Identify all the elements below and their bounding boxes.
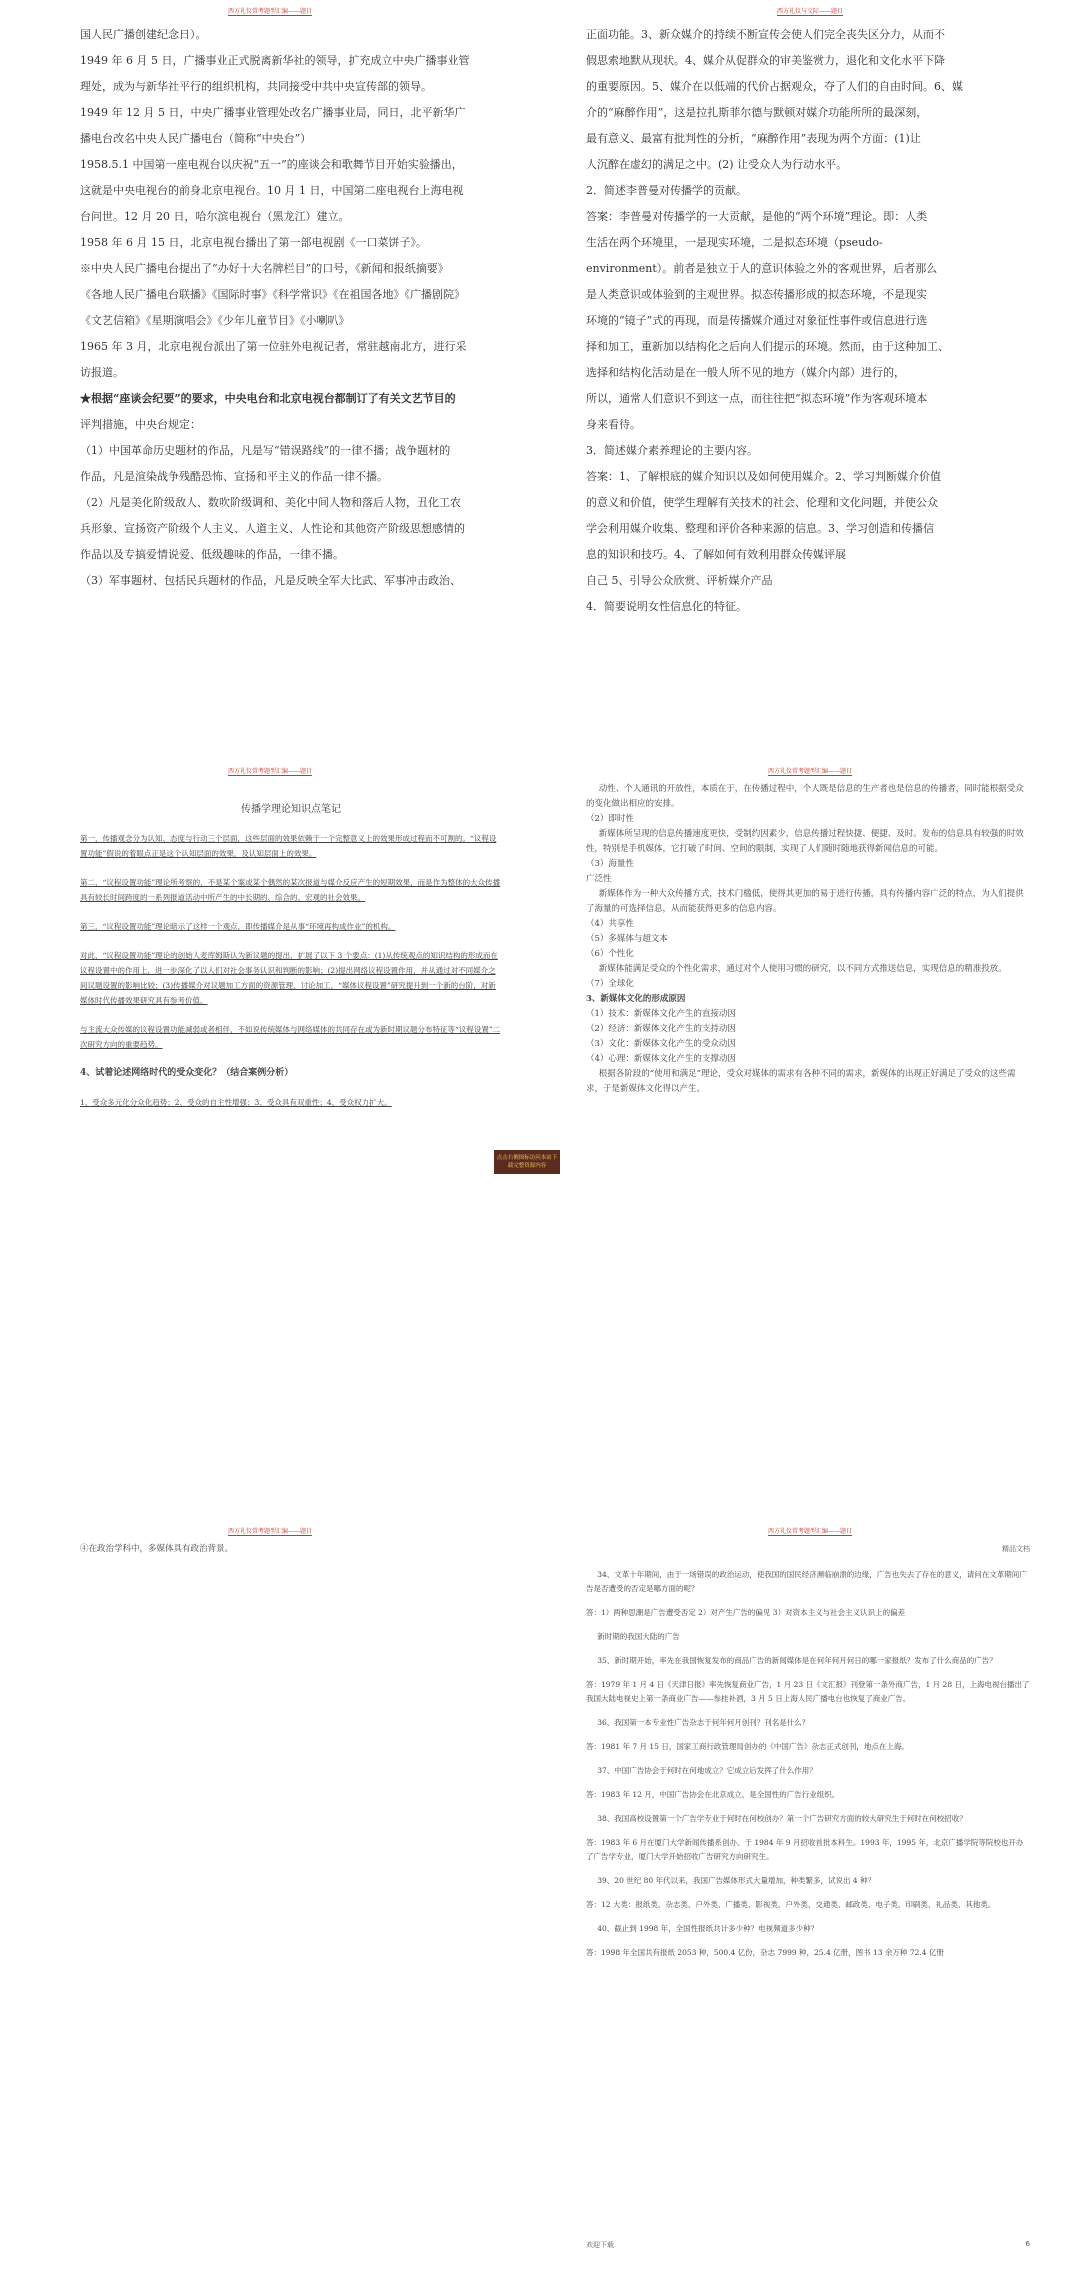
text-line: 新媒体所呈现的信息传播速度更快，受制约因素少，信息传播过程快捷、便捷、及时。发布的信息具有较强的时效性，特别是手机媒体，它打破了时间、空间的限制，实现了人们随时随地获得新闻信息的可能。 (586, 829, 1024, 854)
text-line: （2）凡是美化阶级敌人、数吹阶级调和、美化中间人物和落后人物，丑化工农 (80, 496, 461, 509)
text-line: ④在政治学科中，多媒体具有政治背景。 (80, 1544, 234, 1554)
text-line: ★根据“座谈会纪要”的要求，中央电台和北京电视台都制订了有关文艺节目的 (80, 392, 456, 405)
page-header (550, 760, 1070, 782)
text-line: 37、中国广告协会于何时在何地成立？它成立后发挥了什么作用？ (597, 1766, 817, 1775)
text-line: 息的知识和技巧。4、了解如何有效利用群众传媒评展 (586, 548, 846, 561)
page-5-content (10, 1542, 530, 1557)
text-line: 1958 年 6 月 15 日，北京电视台播出了第一部电视剧《一口菜饼子》。 (80, 236, 427, 249)
page-footer (550, 2240, 1070, 2250)
text-line: 答案：1、了解根底的媒介知识以及如何使用媒介。2、学习判断媒介价值 (586, 470, 941, 483)
text-line: （4）心理：新媒体文化产生的支撑动因 (586, 1054, 736, 1064)
page-header (550, 1520, 1070, 1542)
text-line: 新时期的我国大陆的广告 (597, 1632, 680, 1641)
text-line: 答：1）两种思潮是广告遭受否定 2）对产生广告的偏见 3）对资本主义与社会主义认识上的偏差 (586, 1608, 906, 1617)
text-line: （2）即时性 (586, 814, 634, 824)
text-line: 第一，传播观念分为认知、态度与行动三个层面，这些层面的效果依赖于一个完整意义上的效果形成过程而不可割的。“议程设置功能”假说的着眼点正是这个认知层面的效果，及认知层面上的效果。 (80, 834, 497, 858)
text-line: 对此，“议程设置功能”理论的创始人麦库姆斯认为新议题的提出，扩展了以下 3 个要点：(1)从传统观点的知识结构的形成而在议程设置中的作用上，进一步深化了以人们对社会事务认识和判断的影响；(2)提出网络议程设置作用，并从通过对不同媒介之间议题设置的影响比较；(3)传播媒介对议题加工方面的资源管理、讨论加工，“媒体议程设置”研究提升到一个新的台阶，对新媒体时代传播效果研究具有参考价值。 (80, 951, 498, 1005)
text-line: 答：1979 年 1 月 4 日《天津日报》率先恢复商业广告，1 月 23 日《文汇报》刊登第一条外商广告，1 月 28 日，上海电视台播出了我国大陆电视史上第一条商业广告——参桂补酒，3 月 5 日上海人民广播电台也恢复了商业广告。 (586, 1680, 1030, 1703)
text-line: 1965 年 3 月，北京电视台派出了第一位驻外电视记者，常驻越南北方，进行采 (80, 340, 467, 353)
text-line: 择和加工，重新加以结构化之后向人们提示的环境。然而，由于这种加工、 (586, 340, 949, 353)
text-line: （6）个性化 (586, 949, 634, 959)
text-line: 1949 年 6 月 5 日，广播事业正式脱离新华社的领导，扩充成立中央广播事业管 (80, 54, 470, 67)
text-line: 新媒体作为一种大众传播方式，技术门槛低，使得其更加的易于进行传播，具有传播内容广泛的特点，为人们提供了海量的可选择信息，从而能获得更多的信息内容。 (586, 889, 1024, 914)
text-line: 生活在两个环境里，一是现实环境，二是拟态环境（pseudo- (586, 236, 883, 249)
text-line: 学会利用媒介收集、整理和评价各种来源的信息。3、学习创造和传播信 (586, 522, 934, 535)
text-line: 第三，“议程设置功能”理论暗示了这样一个观点，即传播媒介是从事“环境再构成作业”的机构。 (80, 922, 396, 931)
text-line: 答：12 大类：报纸类、杂志类、户外类、广播类、影视类、户外类、交通类、邮政类、电子类、印刷类、礼品类、其他类。 (586, 1900, 996, 1909)
page-1-content (10, 22, 530, 594)
text-line: （3）海量性 (586, 859, 634, 869)
text-line: 第二，“议程设置功能”理论所考察的，不是某个案或某个偶然的某次报道与媒介反应产生的短期效果，而是作为整体的大众传播具有较长时间跨度的一系列报道活动中所产生的中长期的、综合的、宏观的社会效果。 (80, 878, 501, 902)
page-header (10, 0, 530, 22)
text-line: 播电台改名中央人民广播电台（简称“中央台”） (80, 132, 312, 145)
text-line: 1、受众多元化分众化趋势；2、受众的自主性增强；3、受众具有双重性；4、受众权力扩大。 (80, 1098, 392, 1107)
text-line: （1）技术：新媒体文化产生的直接动因 (586, 1009, 736, 1019)
download-badge[interactable]: 点击右侧图标访问本站下载完整资源内容 (494, 1150, 560, 1174)
text-line: 35、新时期开始，率先在我国恢复发布的商品广告的新闻媒体是在何年何月何日的哪一家报纸？发布了什么商品的广告？ (597, 1656, 997, 1665)
text-line: 的意义和价值，使学生理解有关技术的社会、伦理和文化问题，并使公众 (586, 496, 938, 509)
page-5 (10, 1520, 530, 2260)
text-line: 40、截止到 1998 年，全国性报纸共计多少种？电视频道多少种？ (597, 1924, 819, 1933)
text-line: 与主流大众传媒的议程设置功能减弱或者相伴，不如说传统媒体与网络媒体的共同存在或为新时期议题分布特征等“议程设置”二次研究方向的重要趋势。 (80, 1025, 501, 1049)
text-line: 假思索地默从现状。4、媒介从促群众的审美鉴赏力，退化和文化水平下降 (586, 54, 945, 67)
text-line: 4．简要说明女性信息化的特征。 (586, 600, 747, 613)
header-text: 西方礼仪常考题型汇编——题目 (767, 768, 852, 775)
text-line: （7）全球化 (586, 979, 634, 989)
header-text: 西方礼仪常考题型汇编——题目 (767, 1528, 852, 1535)
page-4-content (550, 782, 1070, 1097)
header-text: 西方礼仪常考题型汇编——题目 (227, 768, 312, 775)
page-2-content (550, 22, 1070, 620)
page-header (10, 1520, 530, 1542)
text-line: 介的“麻醉作用”，这是拉扎斯菲尔德与默顿对媒介功能所所的最深刻， (586, 106, 928, 119)
text-line: 最有意义、最富有批判性的分析，“麻醉作用”表现为两个方面：(1)让 (586, 132, 921, 145)
page-1 (10, 0, 530, 740)
text-line: 身来看待。 (586, 418, 641, 431)
page-header (10, 760, 530, 782)
text-line: （3）文化：新媒体文化产生的受众动因 (586, 1039, 736, 1049)
doc-label: 精品文档 (1002, 1545, 1030, 1553)
text-line: 环境的“镜子”式的再现，而是传播媒介通过对象征性事件或信息进行选 (586, 314, 928, 327)
text-line: 评判措施，中央台规定： (80, 418, 201, 431)
page-3 (10, 760, 530, 1500)
text-line: 1949 年 12 月 5 日，中央广播事业管理处改名广播事业局，同日，北平新华广 (80, 106, 466, 119)
text-line: （4）共享性 (586, 919, 634, 929)
text-line: 访报道。 (80, 366, 124, 379)
page-4 (550, 760, 1070, 1500)
text-line: 《各地人民广播电台联播》《国际时事》《科学常识》《在祖国各地》《广播剧院》 (80, 288, 465, 301)
page-2 (550, 0, 1070, 740)
text-line: 国人民广播创建纪念日）。 (80, 28, 207, 41)
text-line: 新媒体能满足受众的个性化需求，通过对个人使用习惯的研究，以不同方式推送信息，实现信息的精准投放。 (598, 964, 1007, 974)
text-line: 正面功能。3、新众媒介的持续不断宣传会使人们完全丧失区分力，从而不 (586, 28, 945, 41)
text-line: ※中央人民广播电台提出了“办好十大名牌栏目”的口号，《新闻和报纸摘要》 (80, 262, 449, 275)
text-line: 理处，成为与新华社平行的组织机构，共同接受中共中央宣传部的领导。 (80, 80, 432, 93)
text-line: 3、新媒体文化的形成原因 (586, 994, 686, 1004)
text-line: 动性、个人通讯的开放性，本质在于，在传播过程中，个人既是信息的生产者也是信息的传播者，同时能根据受众的变化做出相应的安排。 (586, 784, 1024, 809)
header-text: 西方礼仪常考题型汇编——题目 (227, 1528, 312, 1535)
text-line: 38、我国高校设置第一个广告学专业于何时在何校创办？第一个广告研究方面的较大研究生于何时在何校招收？ (597, 1814, 967, 1823)
text-line: 答：1983 年 6 月在厦门大学新闻传播系创办。于 1984 年 9 月招收首批本科生。1993 年，1995 年，北京广播学院等院校也开办了广告学专业，厦门大学开始招收广告研究方向研究生。 (586, 1838, 1024, 1861)
page-header (550, 0, 1070, 22)
text-line: 人沉醉在虚幻的满足之中。(2) 让受众人为行动水平。 (586, 158, 848, 171)
text-line: 的重要原因。5、媒介在以低端的代价占据观众，夺了人们的自由时间。6、媒 (586, 80, 963, 93)
text-line: 台问世。12 月 20 日，哈尔滨电视台（黑龙江）建立。 (80, 210, 350, 223)
text-line: 自己 5、引导公众欣赏、评析媒介产品 (586, 574, 773, 587)
footer-left: 欢迎下载 (586, 2241, 614, 2249)
text-line: environment）。前者是独立于人的意识体验之外的客观世界，后者那么 (586, 262, 938, 275)
text-line: 答案：李普曼对传播学的一大贡献，是他的“两个环境”理论。即：人类 (586, 210, 928, 223)
text-line: 答：1983 年 12 月，中国广告协会在北京成立，是全国性的广告行业组织。 (586, 1790, 840, 1799)
text-line: （1）中国革命历史题材的作品，凡是写“错误路线”的一律不播；战争题材的 (80, 444, 451, 457)
text-line: 广泛性 (586, 874, 612, 884)
text-line: 所以，通常人们意识不到这一点，而往往把“拟态环境”作为客观环境本 (586, 392, 928, 405)
text-line: 答：1981 年 7 月 15 日，国家工商行政管理局创办的《中国广告》杂志正式创刊，地点在上海。 (586, 1742, 909, 1751)
text-line: 1958.5.1 中国第一座电视台以庆祝“五一”的座谈会和歌舞节目开始实验播出， (80, 158, 463, 171)
text-line: 39、20 世纪 80 年代以来，我国广告媒体形式大量增加，种类繁多，试说出 4 种？ (597, 1876, 876, 1885)
header-text: 西方礼仪与交际——题目 (776, 8, 843, 15)
text-line: 作品，凡是渲染战争残酷恐怖、宣扬和平主义的作品一律不播。 (80, 470, 388, 483)
text-line: 是人类意识或体验到的主观世界。拟态传播形成的拟态环境，不是现实 (586, 288, 927, 301)
text-line: 根据各阶段的“使用和满足”理论，受众对媒体的需求有各种不同的需求，新媒体的出现正好满足了受众的这些需求，于是新媒体文化得以产生。 (586, 1069, 1016, 1094)
text-line: 答：1998 年全国共有报纸 2053 种，500.4 亿份，杂志 7999 种，25.4 亿册，图书 13 余万种 72.4 亿册 (586, 1948, 944, 1957)
page-3-content (10, 800, 530, 1110)
text-line: 《文艺信箱》《星期演唱会》《少年儿童节目》《小喇叭》 (80, 314, 350, 327)
text-line: 4、试着论述网络时代的受众变化？（结合案例分析） (80, 1068, 294, 1078)
text-line: （5）多媒体与超文本 (586, 934, 668, 944)
text-line: 2．简述李普曼对传播学的贡献。 (586, 184, 747, 197)
text-line: 36、我国第一本专业性广告杂志于何年何月创刊？刊名是什么？ (597, 1718, 810, 1727)
page-3-paragraphs (80, 831, 502, 1110)
text-line: 3．简述媒介素养理论的主要内容。 (586, 444, 758, 457)
text-line: 选择和结构化活动是在一般人所不见的地方（媒介内部）进行的， (586, 366, 905, 379)
text-line: （3）军事题材、包括民兵题材的作品，凡是反映全军大比武、军事冲击政治、 (80, 574, 461, 587)
text-line: （2）经济：新媒体文化产生的支持动因 (586, 1024, 736, 1034)
text-line: 兵形象、宣扬资产阶级个人主义、人道主义、人性论和其他资产阶级思想感情的 (80, 522, 465, 535)
text-line: 作品以及专搞爱情说爱、低级趣味的作品，一律不播。 (80, 548, 344, 561)
text-line: 34、文革十年期间，由于一场错误的政治运动，使我国的国民经济濒临崩溃的边缘，广告也失去了存在的意义，请问在文革期间广告是否遭受的否定是哪方面的呢？ (586, 1570, 1027, 1593)
page-number: 6 (1025, 2240, 1030, 2248)
page-6 (550, 1520, 1070, 2260)
page-6-content (550, 1568, 1070, 1960)
text-line: 这就是中央电视台的前身北京电视台。10 月 1 日，中国第二座电视台上海电视 (80, 184, 464, 197)
header-text: 西方礼仪常考题型汇编——题目 (227, 8, 312, 15)
section-title: 传播学理论知识点笔记 (241, 804, 341, 815)
